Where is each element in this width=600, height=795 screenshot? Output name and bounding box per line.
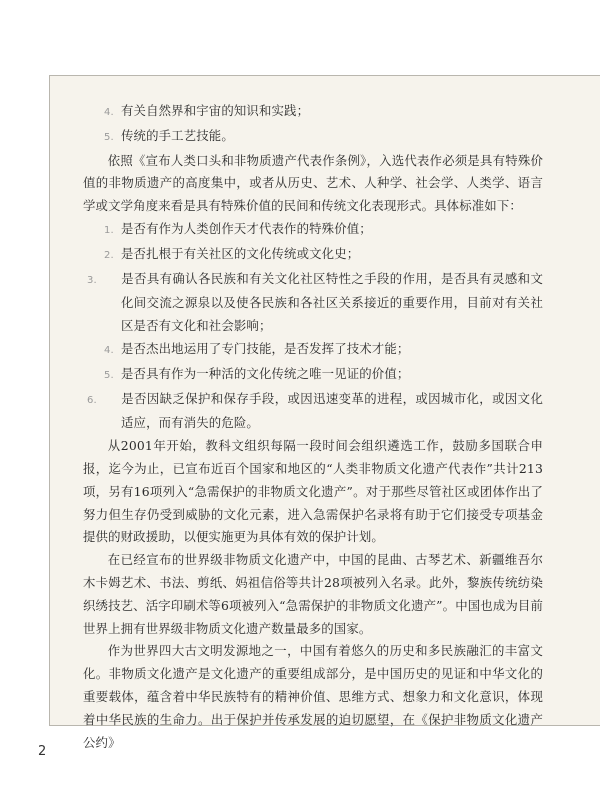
list-item <box>83 125 543 150</box>
criteria-text: 是否具有确认各民族和有关文化社区特性之手段的作用，是否具有灵感和文化间交流之源泉以及使各民族和各社区关系接近的重要作用，目前对有关社区是否有文化和社会影响； <box>121 270 543 334</box>
paragraph-criteria-intro: 依照《宣布人类口头和非物质遗产代表作条例》，入选代表作必须是具有特殊价值的非物质遗产的高度集中，或者从历史、艺术、人种学、社会学、人类学、语言学或文学角度来看是具有特殊价值的民间和传统文化表现形式。具体标准如下： <box>83 152 543 214</box>
criteria-text: 是否有作为人类创作天才代表作的特殊价值； <box>121 220 372 236</box>
page-number: 2 <box>38 744 47 759</box>
list-number: 5. <box>104 131 114 143</box>
criteria-number: 4. <box>104 344 114 356</box>
criteria-text: 是否具有作为一种活的文化传统之唯一见证的价值； <box>121 365 410 381</box>
criteria-item <box>83 218 543 243</box>
paragraph-china-civilization: 作为世界四大古文明发源地之一，中国有着悠久的历史和多民族融汇的丰富文化。非物质文化遗产是文化遗产的重要组成部分，是中国历史的见证和中华文化的重要载体，蕴含着中华民族特有的精神价值、思维方式、想象力和文化意识，体现着中华民族的生命力。出于保护并传承发展的迫切愿望，在《保护非物质文化遗产公约》 <box>83 643 543 750</box>
criteria-item <box>83 338 543 363</box>
criteria-number: 5. <box>104 369 114 381</box>
list-item <box>83 100 543 125</box>
criteria-number: 3. <box>87 274 97 286</box>
criteria-number: 2. <box>104 249 114 261</box>
criteria-item <box>83 243 543 268</box>
criteria-text: 是否杰出地运用了专门技能，是否发挥了技术才能； <box>121 340 410 356</box>
criteria-text: 是否因缺乏保护和保存手段，或因迅速变革的进程，或因城市化，或因文化适应，而有消失的危险。 <box>121 390 543 431</box>
list-text: 有关自然界和宇宙的知识和实践； <box>121 103 310 118</box>
list-number: 4. <box>104 107 114 118</box>
list-text: 传统的手工艺技能。 <box>121 127 234 143</box>
criteria-item <box>83 268 543 338</box>
paragraph-unesco-list: 从2001年开始，教科文组织每隔一段时间会组织遴选工作，鼓励多国联合申报，迄今为止，已宣布近百个国家和地区的“人类非物质文化遗产代表作”共计213项，另有16项列入“急需保护的非物质文化遗产”。对于那些尽管社区或团体作出了努力但生存仍受到威胁的文化元素，进入急需保护名录将有助于它们接受专项基金提供的财政援助，以便实施更为具体有效的保护计划。 <box>83 438 543 545</box>
criteria-item <box>83 363 543 388</box>
paragraph-china-heritage: 在已经宣布的世界级非物质文化遗产中，中国的昆曲、古琴艺术、新疆维吾尔木卡姆艺术、书法、剪纸、妈祖信俗等共计28项被列入名录。此外，黎族传统纺染织绣技艺、活字印刷术等6项被列入“急需保护的非物质文化遗产”。中国也成为目前世界上拥有世界级非物质文化遗产数量最多的国家。 <box>83 552 543 636</box>
criteria-item <box>83 388 543 436</box>
document-body <box>83 100 543 754</box>
criteria-number: 6. <box>87 394 97 406</box>
criteria-number: 1. <box>104 224 114 236</box>
criteria-text: 是否扎根于有关社区的文化传统或文化史； <box>121 245 360 261</box>
